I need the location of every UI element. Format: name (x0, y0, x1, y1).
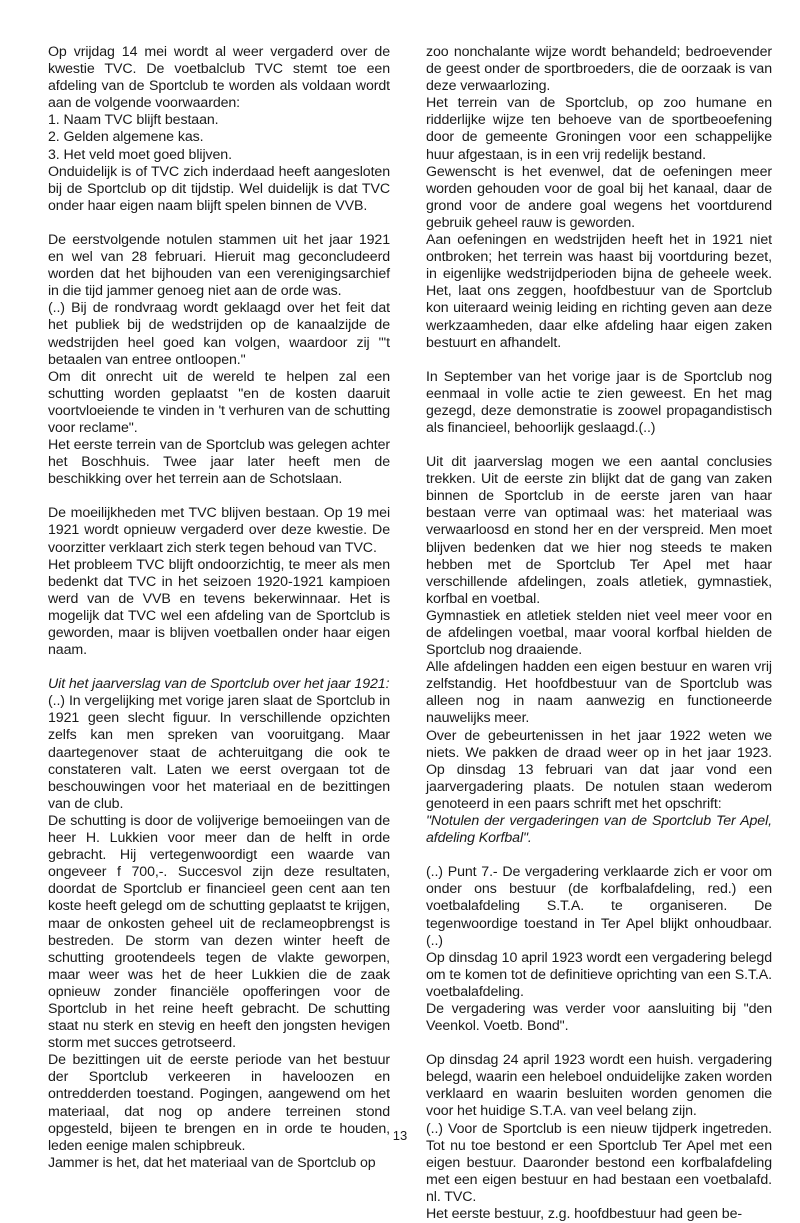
paragraph-gap (426, 352, 772, 369)
paragraph-gap (426, 847, 772, 864)
italic-heading: "Notulen der vergaderingen van de Sportclub Ter Apel, afdeling Korfbal". (426, 813, 772, 847)
paragraph: Op dinsdag 24 april 1923 wordt een huish. vergadering belegd, waarin een heleboel onduidelijke zaken worden verklaard en waarin besluiten worden genomen die voor het huidige S.T.A. van veel belang zijn. (426, 1052, 772, 1120)
paragraph: (..) Punt 7.- De vergadering verklaarde zich er voor om onder ons bestuur (de korfbalafdeling, red.) een voetbalafdeling S.T.A. te organiseren. De tegenwoordige toestand in Ter Apel blijkt onhoudbaar.(..) (426, 864, 772, 949)
paragraph: Onduidelijk is of TVC zich inderdaad heeft aangesloten bij de Sportclub op dit tijdstip. Wel duidelijk is dat TVC onder haar eigen naam blijft spelen binnen de VVB. (48, 163, 390, 214)
paragraph: Het probleem TVC blijft ondoorzichtig, te meer als men bedenkt dat TVC in het seizoen 1920-1921 kampioen werd van de VVB en tevens bekerwinnaar. Het is mogelijk dat TVC wel een afdeling van de Sportclub is geworden, maar is blijven voetballen onder haar eigen naam. (48, 556, 390, 659)
paragraph: De bezittingen uit de eerste periode van het bestuur der Sportclub verkeeren in haveloozen en ontredderden toestand. Pogingen, aangewend om het materiaal, dat nog op andere terreinen stond opgesteld, bijeen te brengen en in orde te houden, leden eenige malen schipbreuk. (48, 1052, 390, 1154)
paragraph: 1. Naam TVC blijft bestaan. (48, 112, 219, 129)
paragraph: Over de gebeurtenissen in het jaar 1922 weten we niets. We pakken de draad weer op in het jaar 1923. Op dinsdag 13 februari van dat jaar vond een jaarvergadering plaats. De notulen staan wederom genoteerd in een paars schrift met het opschrift: (426, 727, 772, 812)
paragraph: De schutting is door de volijverige bemoeiingen van de heer H. Lukkien voor meer dan de helft in orde gebracht. Hij vertegenwoordigt een waarde van ongeveer f 700,-. Succesvol zijn deze resultaten, doordat de Sportclub er financieel geen cent aan ten koste heeft gelegd om de schutting geplaatst te krijgen, maar de onkosten geheel uit de reclameopbrengst is bestreden. De storm van dezen winter heeft de schutting grootendeels tegen de vlakte geworpen, maar weer was het de heer Lukkien die de zaak opnieuw zonder financiële opofferingen voor de Sportclub in het reine heeft gebracht. De schutting staat nu sterk en stevig en heeft den jongsten hevigen storm met succes getrotseerd. (48, 812, 390, 1052)
left-column (48, 44, 390, 1172)
paragraph: Het eerste bestuur, z.g. hoofdbestuur had geen be- (426, 1206, 743, 1222)
paragraph: Het terrein van de Sportclub, op zoo humane en ridderlijke wijze ten behoeve van de sportbeoefening door de gemeente Groningen voor een schappelijke huur afgestaan, is in een vrij redelijk bestand. (426, 95, 772, 163)
paragraph-gap (426, 1035, 772, 1052)
page-number: 13 (392, 1128, 408, 1143)
paragraph-gap (48, 488, 390, 505)
paragraph-gap (48, 215, 390, 232)
paragraph: zoo nonchalante wijze wordt behandeld; bedroevender de geest onder de sportbroeders, die de oorzaak is van deze verwaarlozing. (426, 44, 772, 95)
paragraph: De vergadering was verder voor aansluiting bij "den Veenkol. Voetb. Bond". (426, 1000, 772, 1035)
paragraph: Aan oefeningen en wedstrijden heeft het in 1921 niet ontbroken; het terrein was haast bij voortduring bezet, in eigenlijke wedstrijdperioden bijna de geheele week. Het, laat ons zeggen, hoofdbestuur van de Sportclub kon uiteraard weinig leiding en richting geven aan deze werkzaamheden, daar elke afdeling haar eigen zaken bestuurt en afhandelt. (426, 232, 772, 351)
paragraph: De moeilijkheden met TVC blijven bestaan. Op 19 mei 1921 wordt opnieuw vergaderd over deze kwestie. De voorzitter verklaart zich sterk tegen behoud van TVC. (48, 505, 390, 556)
paragraph: Jammer is het, dat het materiaal van de Sportclub op (48, 1154, 376, 1171)
paragraph-gap (48, 659, 390, 676)
paragraph: Op dinsdag 10 april 1923 wordt een vergadering belegd om te komen tot de definitieve oprichting van een S.T.A. voetbalafdeling. (426, 949, 772, 1000)
paragraph: Gymnastiek en atletiek stelden niet veel meer voor en de afdelingen voetbal, maar vooral korfbal hielden de Sportclub nog draaiende. (426, 607, 772, 659)
paragraph-gap (426, 437, 772, 454)
paragraph: (..) Bij de rondvraag wordt geklaagd over het feit dat het publiek bij de wedstrijden op de kanaalzijde de wedstrijden heel goed kan volgen, waardoor zij "'t betaalen van entree ontloopen." (48, 300, 390, 368)
paragraph: 2. Gelden algemene kas. (48, 129, 204, 146)
italic-heading: Uit het jaarverslag van de Sportclub over het jaar 1921: (48, 676, 390, 693)
right-column (426, 44, 772, 1223)
paragraph: Het eerste terrein van de Sportclub was gelegen achter het Boschhuis. Twee jaar later heeft men de beschikking over het terrein aan de Schotslaan. (48, 437, 390, 488)
paragraph: In September van het vorige jaar is de Sportclub nog eenmaal in volle actie te zien geweest. En het mag gezegd, deze demonstratie is zoowel propagandistisch als financieel, behoorlijk geslaagd.(..) (426, 368, 772, 436)
paragraph: Om dit onrecht uit de wereld te helpen zal een schutting worden geplaatst "en de kosten daaruit voortvloeiende te vinden in 't verhuren van de schutting voor reclame". (48, 368, 390, 436)
paragraph: (..) In vergelijking met vorige jaren slaat de Sportclub in 1921 geen slecht figuur. In verschillende opzichten zelfs kan men spreken van vooruitgang. Maar daartegenover staat de achteruitgang die ook te constateren valt. Laten we eerst overgaan tot de beschouwingen voor het materiaal en de bezittingen van de club. (48, 693, 390, 812)
paragraph: Op vrijdag 14 mei wordt al weer vergaderd over de kwestie TVC. De voetbalclub TVC stemt toe een afdeling van de Sportclub te worden als voldaan wordt aan de volgende voorwaarden: (48, 44, 390, 112)
paragraph: De eerstvolgende notulen stammen uit het jaar 1921 en wel van 28 februari. Hieruit mag geconcludeerd worden dat het bijhouden van een verenigingsarchief in die tijd jammer genoeg niet aan de orde was. (48, 231, 390, 300)
paragraph: Uit dit jaarverslag mogen we een aantal conclusies trekken. Uit de eerste zin blijkt dat de gang van zaken binnen de Sportclub in de eerste jaren van haar bestaan verre van optimaal was: het materiaal was verwaarloosd en stond her en der verspreid. Men moet blijven bedenken dat we hier nog steeds te maken hebben met de Sportclub Ter Apel met haar verschillende afdelingen, zoals atletiek, gymnastiek, korfbal en voetbal. (426, 454, 772, 607)
paragraph: Gewenscht is het evenwel, dat de oefeningen meer worden gehouden voor de goal bij het kanaal, daar de grond voor de andere goal wegens het voortdurend gebruik geheel rauw is geworden. (426, 163, 772, 231)
paragraph: Alle afdelingen hadden een eigen bestuur en waren vrij zelfstandig. Het hoofdbestuur van de Sportclub was alleen nog in naam aanwezig en functioneerde nauwelijks meer. (426, 659, 772, 727)
paragraph: (..) Voor de Sportclub is een nieuw tijdperk ingetreden. Tot nu toe bestond er een Sportclub Ter Apel met een eigen bestuur. Daaronder bestond een korfbalafdeling met een eigen bestuur en had bestaan een voetbalafd. nl. TVC. (426, 1120, 772, 1205)
paragraph: 3. Het veld moet goed blijven. (48, 146, 232, 163)
